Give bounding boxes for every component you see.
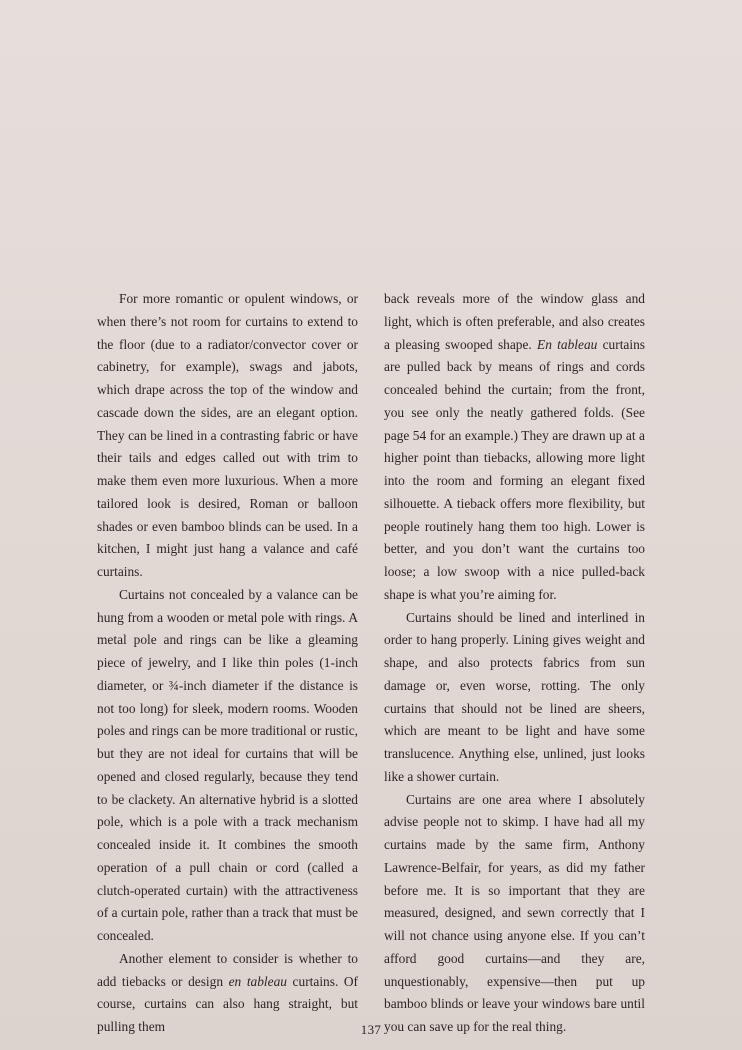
text-run: back reveals more of the window glass and light, which is often preferable, and also creates a pleasing swooped shape. — [384, 291, 645, 352]
paragraph: For more romantic or opulent windows, or when there’s not room for curtains to extend to the floor (due to a radiator/convector cover or cabinetry, for example), swags and jabots, which drape across the top of the window and cascade down the sides, are an elegant option. They can be lined in a contrasting fabric or have their tails and edges called out with trim to make them even more luxurious. When a more tailored look is desired, Roman or balloon shades or even bamboo blinds can be used. In a kitchen, I might just hang a valance and café curtains. — [97, 291, 358, 579]
page-number: 137 — [360, 1022, 382, 1037]
text-run: curtains. Of course, curtains can also hang straight, but pulling them — [97, 973, 358, 1034]
paragraph: Curtains should be lined and interlined in order to hang properly. Lining gives weight and shape, and also protects fabrics from sun damage or, even worse, rotting. The only curtains that should not be lined are sheers, which are meant to be light and have some translucence. Anything else, unlined, just looks like a shower curtain. — [384, 609, 645, 784]
text-run: curtains are pulled back by means of rings and cords concealed behind the curtain; from the front, you see only the neatly gathered folds. (See page 54 for an example.) They are drawn up at a higher point than tiebacks, allowing more light into the room and forming an elegant fixed silhouette. A tieback offers more flexibility, but people routinely hang them too high. Lower is better, and you don’t want the curtains too loose; a low swoop with a nice pulled-back shape is what you’re aiming for. — [384, 336, 645, 602]
text-run: Another element to consider is whether to add tiebacks or design — [97, 950, 358, 989]
italic-term: en tableau — [228, 973, 287, 989]
paragraph: Curtains are one area where I absolutely advise people not to skimp. I have had all my curtains made by the same firm, Anthony Lawrence-Belfair, for years, as did my father before me. It is so important that they are measured, designed, and sewn correctly that I will not chance using anyone else. If you can’t afford good curtains—and they are, unquestionably, expensive—then put up bamboo blinds or leave your windows bare until you can save up for the real thing. — [384, 791, 645, 1034]
italic-term: En tableau — [537, 336, 598, 352]
left-column — [97, 288, 358, 1039]
paragraph-continued — [384, 288, 645, 607]
right-column — [384, 288, 645, 1039]
paragraph: Curtains not concealed by a valance can be hung from a wooden or metal pole with rings. A metal pole and rings can be like a gleaming piece of jewelry, and I like thin poles (1-inch diameter, or ¾-inch diameter if the distance is not too long) for sleek, modern rooms. Wooden poles and rings can be more traditional or rustic, but they are not ideal for curtains that will be opened and closed regularly, because they tend to be clackety. An alternative hybrid is a slotted pole, which is a pole with a track mechanism concealed inside it. It combines the smooth operation of a pull chain or cord (called a clutch-operated curtain) with the attractiveness of a curtain pole, rather than a track that must be concealed. — [97, 586, 358, 943]
